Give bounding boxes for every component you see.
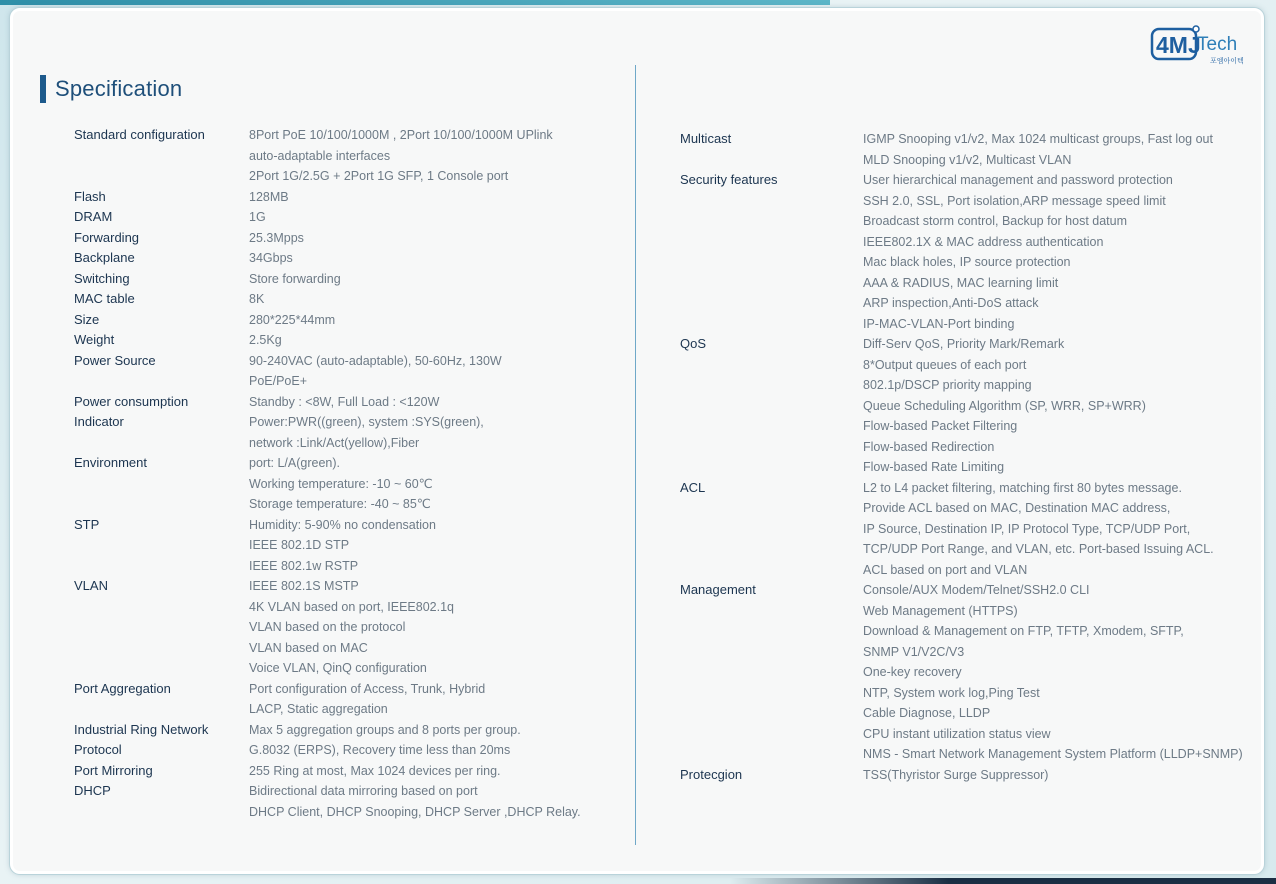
spec-value: Humidity: 5-90% no condensation xyxy=(249,517,436,532)
spec-row xyxy=(74,166,614,187)
spec-value: Standby : <8W, Full Load : <120W xyxy=(249,394,440,409)
spec-label: Protecgion xyxy=(680,766,743,782)
spec-row xyxy=(680,498,1260,519)
spec-value: network :Link/Act(yellow),Fiber xyxy=(249,435,420,450)
spec-value: Flow-based Rate Limiting xyxy=(863,460,1005,474)
spec-row xyxy=(74,781,614,802)
spec-row xyxy=(680,703,1260,724)
spec-value: 1G xyxy=(249,210,266,224)
spec-value: Voice VLAN, QinQ configuration xyxy=(249,661,427,675)
spec-label: Security features xyxy=(680,172,778,187)
spec-value: Power:PWR((green), system :SYS(green), xyxy=(249,415,484,429)
spec-row xyxy=(680,150,1260,171)
page-title: Specification xyxy=(55,76,183,101)
spec-row xyxy=(74,248,614,269)
spec-row xyxy=(74,802,614,823)
spec-value: 4K VLAN based on port, IEEE802.1q xyxy=(249,599,454,614)
spec-value: DHCP Client, DHCP Snooping, DHCP Server ,DHCP Relay. xyxy=(249,804,581,819)
spec-value: Console/AUX Modem/Telnet/SSH2.0 CLI xyxy=(863,583,1090,597)
spec-label: Standard configuration xyxy=(74,127,205,142)
left-spec-column xyxy=(74,125,614,822)
spec-value: 2Port 1G/2.5G + 2Port 1G SFP, 1 Console port xyxy=(249,169,509,183)
spec-row xyxy=(680,252,1260,273)
spec-row xyxy=(74,207,614,228)
spec-value: ARP inspection,Anti-DoS attack xyxy=(863,296,1039,310)
spec-value: 2.5Kg xyxy=(249,333,282,347)
title-accent xyxy=(40,75,46,103)
spec-label: Backplane xyxy=(74,250,135,265)
spec-row xyxy=(680,560,1260,581)
spec-row xyxy=(74,351,614,372)
spec-value: Flow-based Packet Filtering xyxy=(863,419,1018,433)
spec-row xyxy=(680,437,1260,458)
spec-row xyxy=(74,269,614,290)
spec-label: QoS xyxy=(680,336,707,351)
spec-value: One-key recovery xyxy=(863,665,962,679)
spec-row xyxy=(680,334,1260,355)
spec-label: Indicator xyxy=(74,414,124,429)
spec-value: CPU instant utilization status view xyxy=(863,726,1051,741)
spec-row xyxy=(74,617,614,638)
spec-row xyxy=(680,355,1260,376)
spec-value: Queue Scheduling Algorithm (SP, WRR, SP+WRR) xyxy=(863,398,1146,413)
spec-row xyxy=(680,396,1260,417)
spec-value: IEEE802.1X & MAC address authentication xyxy=(863,234,1104,249)
spec-value: IP Source, Destination IP, IP Protocol Type, TCP/UDP Port, xyxy=(863,521,1191,536)
spec-row xyxy=(74,699,614,720)
spec-value: Storage temperature: -40 ~ 85℃ xyxy=(249,497,431,511)
spec-row xyxy=(680,765,1260,786)
spec-value: auto-adaptable interfaces xyxy=(249,148,391,163)
spec-row xyxy=(74,638,614,659)
spec-row xyxy=(74,228,614,249)
spec-row xyxy=(74,125,614,146)
spec-value: NTP, System work log,Ping Test xyxy=(863,685,1040,700)
spec-label: Protocol xyxy=(74,742,122,757)
spec-row xyxy=(74,412,614,433)
spec-row xyxy=(74,392,614,413)
spec-row xyxy=(680,621,1260,642)
spec-row xyxy=(74,494,614,515)
spec-row xyxy=(74,740,614,761)
spec-value: 34Gbps xyxy=(249,251,293,265)
spec-row xyxy=(680,601,1260,622)
spec-row xyxy=(680,580,1260,601)
spec-label: Flash xyxy=(74,188,106,204)
spec-row xyxy=(680,457,1260,478)
spec-row xyxy=(74,330,614,351)
spec-value: 128MB xyxy=(249,189,289,204)
spec-value: 255 Ring at most, Max 1024 devices per ring. xyxy=(249,763,501,778)
spec-value: SNMP V1/V2C/V3 xyxy=(863,644,965,659)
spec-value: 90-240VAC (auto-adaptable), 50-60Hz, 130W xyxy=(249,353,502,368)
spec-row xyxy=(680,129,1260,150)
spec-value: Cable Diagnose, LLDP xyxy=(863,706,991,720)
spec-row xyxy=(680,191,1260,212)
spec-value: IEEE 802.1D STP xyxy=(249,538,350,552)
spec-row xyxy=(680,642,1260,663)
logo-korean: 포엠아이텍 xyxy=(1210,57,1244,65)
spec-value: G.8032 (ERPS), Recovery time less than 20ms xyxy=(249,743,511,757)
spec-row xyxy=(680,314,1260,335)
spec-value: Flow-based Redirection xyxy=(863,439,995,454)
spec-label: Port Mirroring xyxy=(74,762,153,778)
spec-value: Store forwarding xyxy=(249,271,341,286)
spec-row xyxy=(74,658,614,679)
section-header xyxy=(40,74,182,104)
spec-value: Port configuration of Access, Trunk, Hybrid xyxy=(249,681,486,696)
spec-value: MLD Snooping v1/v2, Multicast VLAN xyxy=(863,152,1072,167)
spec-label: Forwarding xyxy=(74,229,140,245)
spec-value: Mac black holes, IP source protection xyxy=(863,255,1071,269)
spec-value: Web Management (HTTPS) xyxy=(863,603,1018,618)
spec-value: 802.1p/DSCP priority mapping xyxy=(863,378,1032,392)
spec-value: User hierarchical management and password protection xyxy=(863,173,1173,187)
spec-row xyxy=(74,679,614,700)
spec-value: 8K xyxy=(249,292,265,306)
spec-value: 25.3Mpps xyxy=(249,230,304,245)
spec-value: IEEE 802.1w RSTP xyxy=(249,558,359,573)
spec-row xyxy=(680,478,1260,499)
spec-value: TCP/UDP Port Range, and VLAN, etc. Port-based Issuing ACL. xyxy=(863,542,1214,556)
spec-row xyxy=(74,515,614,536)
spec-value: 8Port PoE 10/100/1000M , 2Port 10/100/1000M UPlink xyxy=(249,128,553,142)
spec-value: ACL based on port and VLAN xyxy=(863,562,1028,577)
spec-row xyxy=(74,576,614,597)
spec-row xyxy=(680,539,1260,560)
spec-row xyxy=(680,744,1260,765)
spec-label: STP xyxy=(74,516,100,532)
spec-value: IGMP Snooping v1/v2, Max 1024 multicast groups, Fast log out xyxy=(863,132,1213,146)
spec-value: Bidirectional data mirroring based on port xyxy=(249,784,478,798)
spec-value: 280*225*44mm xyxy=(249,312,336,327)
spec-row xyxy=(74,720,614,741)
spec-row xyxy=(680,662,1260,683)
spec-row xyxy=(74,556,614,577)
spec-row xyxy=(74,289,614,310)
spec-row xyxy=(74,761,614,782)
spec-label: Power Source xyxy=(74,352,156,368)
spec-row xyxy=(680,683,1260,704)
spec-row xyxy=(680,273,1260,294)
spec-label: DHCP xyxy=(74,783,111,798)
spec-label: MAC table xyxy=(74,291,135,306)
spec-label: Management xyxy=(680,582,756,597)
bottom-accent-bar xyxy=(730,878,1276,884)
spec-value: VLAN based on the protocol xyxy=(249,620,406,634)
spec-row xyxy=(74,310,614,331)
spec-label: Size xyxy=(74,311,100,327)
company-logo xyxy=(1150,25,1246,67)
spec-row xyxy=(680,293,1260,314)
spec-value: Working temperature: -10 ~ 60℃ xyxy=(249,476,433,491)
spec-label: Weight xyxy=(74,332,115,347)
spec-row xyxy=(74,535,614,556)
spec-row xyxy=(680,211,1260,232)
spec-row xyxy=(74,187,614,208)
spec-label: Port Aggregation xyxy=(74,680,171,696)
spec-value: NMS - Smart Network Management System Platform (LLDP+SNMP) xyxy=(863,747,1243,761)
spec-label: VLAN xyxy=(74,578,108,593)
logo-graphic xyxy=(1150,25,1246,67)
spec-value: Diff-Serv QoS, Priority Mark/Remark xyxy=(863,337,1065,351)
spec-label: Industrial Ring Network xyxy=(74,721,209,737)
spec-value: AAA & RADIUS, MAC learning limit xyxy=(863,275,1059,290)
spec-label: Power consumption xyxy=(74,393,189,409)
spec-value: port: L/A(green). xyxy=(249,456,341,470)
spec-value: TSS(Thyristor Surge Suppressor) xyxy=(863,767,1049,782)
spec-label: DRAM xyxy=(74,209,113,224)
spec-label: ACL xyxy=(680,479,706,495)
spec-row xyxy=(74,433,614,454)
spec-value: 8*Output queues of each port xyxy=(863,357,1027,372)
spec-value: IP-MAC-VLAN-Port binding xyxy=(863,316,1015,331)
spec-value: SSH 2.0, SSL, Port isolation,ARP message speed limit xyxy=(863,193,1166,208)
spec-value: L2 to L4 packet filtering, matching first 80 bytes message. xyxy=(863,480,1182,495)
spec-value: Download & Management on FTP, TFTP, Xmodem, SFTP, xyxy=(863,624,1184,638)
spec-value: PoE/PoE+ xyxy=(249,374,308,388)
right-spec-column xyxy=(680,129,1260,785)
spec-value: Broadcast storm control, Backup for host datum xyxy=(863,214,1128,228)
spec-label: Switching xyxy=(74,270,130,286)
spec-row xyxy=(680,416,1260,437)
spec-row xyxy=(74,146,614,167)
spec-value: Provide ACL based on MAC, Destination MAC address, xyxy=(863,501,1171,515)
spec-value: Max 5 aggregation groups and 8 ports per group. xyxy=(249,722,521,737)
logo-tech: Tech xyxy=(1197,34,1238,55)
spec-value: LACP, Static aggregation xyxy=(249,702,388,716)
spec-row xyxy=(680,170,1260,191)
spec-row xyxy=(680,519,1260,540)
spec-row xyxy=(74,597,614,618)
column-divider xyxy=(635,65,636,845)
spec-value: IEEE 802.1S MSTP xyxy=(249,579,359,593)
spec-row xyxy=(74,371,614,392)
spec-label: Environment xyxy=(74,455,147,470)
spec-row xyxy=(74,453,614,474)
top-accent-bar xyxy=(0,0,830,5)
spec-row xyxy=(680,375,1260,396)
spec-row xyxy=(74,474,614,495)
spec-value: VLAN based on MAC xyxy=(249,640,368,655)
spec-label: Multicast xyxy=(680,131,732,146)
spec-row xyxy=(680,724,1260,745)
logo-mark: 4MJ xyxy=(1156,32,1201,58)
spec-row xyxy=(680,232,1260,253)
